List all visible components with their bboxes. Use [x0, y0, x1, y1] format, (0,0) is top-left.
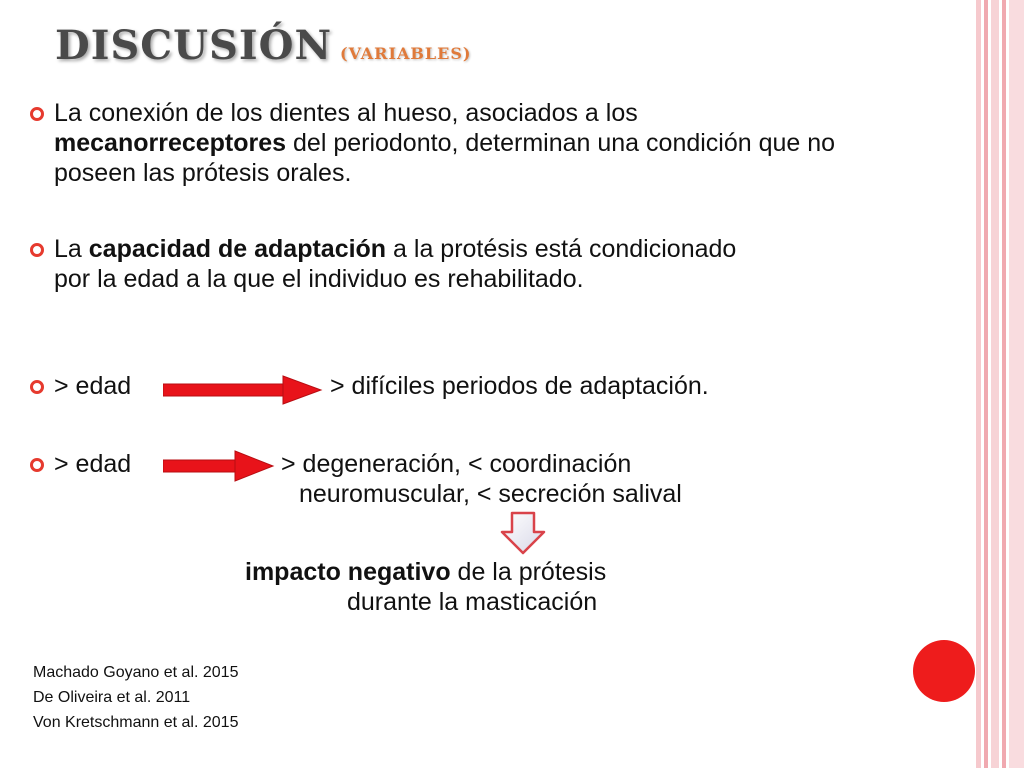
row1-consequence: > difíciles periodos de adaptación. — [330, 372, 709, 400]
right-decorative-stripes — [976, 0, 1024, 768]
title-main: DISCUSIÓN — [55, 22, 333, 69]
row1-edad: > edad — [54, 371, 174, 401]
impact-line1: impacto negativo de la prótesis — [245, 558, 607, 586]
bullet-dot-icon — [30, 107, 44, 121]
down-arrow-icon — [500, 510, 546, 556]
impact-line2: durante la masticación — [347, 588, 598, 616]
red-circle-decoration — [913, 640, 975, 702]
reference-item: De Oliveira et al. 2011 — [33, 689, 191, 706]
reference-item: Von Kretschmann et al. 2015 — [33, 714, 239, 731]
bullet-capacidad-adaptacion: La capacidad de adaptación a la protésis está condicionado por la edad a la que el individuo es rehabilitado. — [54, 234, 774, 294]
slide-title — [55, 22, 471, 69]
right-arrow-icon — [163, 375, 323, 405]
references — [33, 660, 238, 735]
bullet-mecanorreceptores: La conexión de los dientes al hueso, asociados a los mecanorreceptores del periodonto, determinan una condición que no poseen las prótesis orales. — [54, 98, 854, 188]
right-arrow-icon — [163, 450, 275, 482]
row2-consequence-line1: > degeneración, < coordinación — [281, 450, 632, 478]
reference-item: Machado Goyano et al. 2015 — [33, 664, 239, 681]
row2-consequence-line2: neuromuscular, < secreción salival — [299, 480, 682, 508]
title-sub: (VARIABLES) — [340, 44, 472, 63]
row2-edad: > edad — [54, 449, 174, 479]
bullet-dot-icon — [30, 458, 44, 472]
bullet-dot-icon — [30, 380, 44, 394]
bullet-dot-icon — [30, 243, 44, 257]
